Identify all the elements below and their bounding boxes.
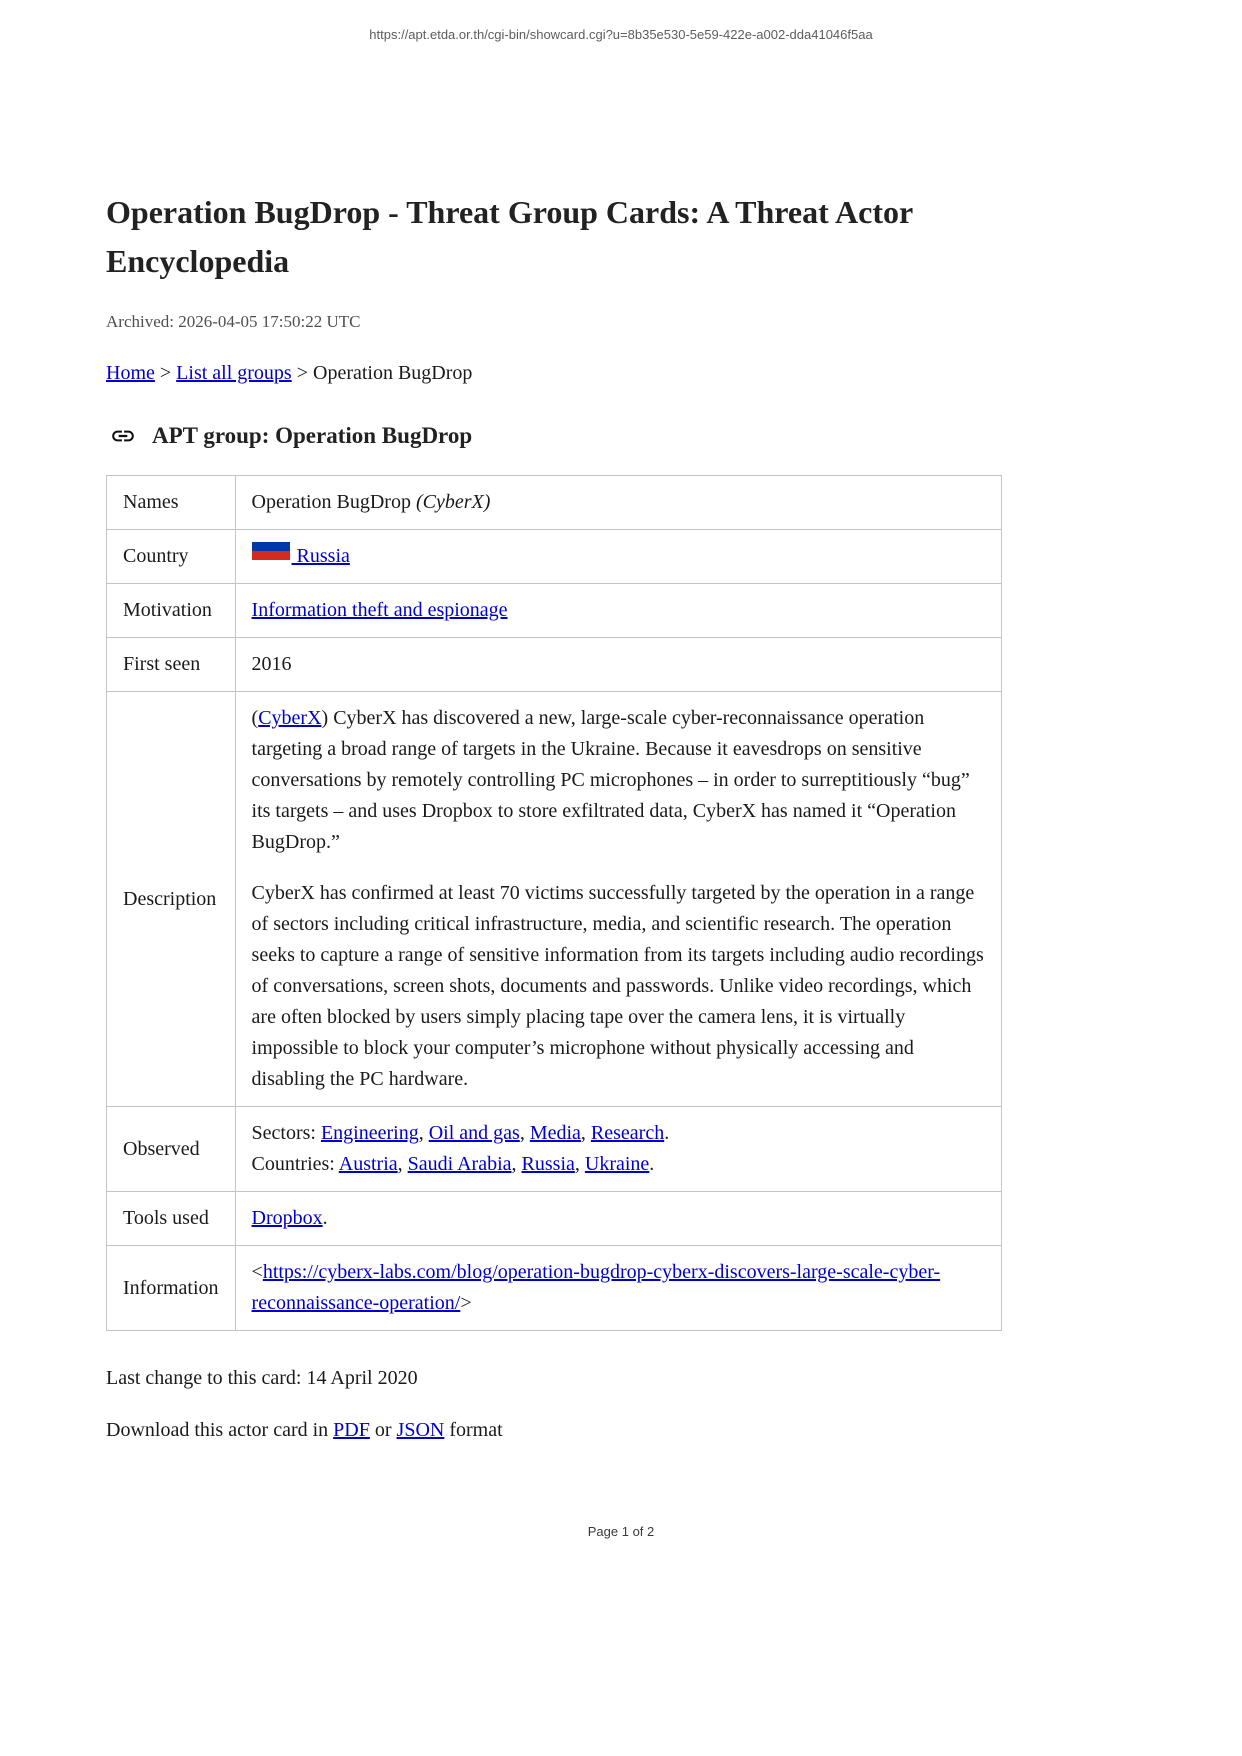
archived-timestamp: Archived: 2026-04-05 17:50:22 UTC [106, 312, 361, 331]
link-chain-icon [106, 423, 140, 449]
description-paren-open: ( [251, 707, 259, 729]
download-pdf-link[interactable]: PDF [333, 1419, 370, 1441]
breadcrumb-separator: > [159, 362, 172, 384]
download-text-mid: or [369, 1419, 397, 1441]
download-text-post: format [444, 1419, 503, 1441]
download-text-pre: Download this actor card in [106, 1419, 334, 1441]
last-change-line: Last change to this card: 14 April 2020 [106, 1367, 418, 1389]
period: . [649, 1153, 655, 1175]
motivation-label: Motivation [107, 584, 236, 638]
description-value [235, 692, 1001, 1107]
description-row [107, 692, 1002, 1107]
angle-bracket-open: < [251, 1261, 263, 1283]
names-value [235, 476, 1001, 530]
observed-sectors-line [252, 1118, 985, 1149]
names-text: Operation BugDrop [251, 491, 416, 513]
description-paragraph-1 [252, 703, 985, 858]
separator: , [511, 1153, 522, 1175]
tools-used-label: Tools used [107, 1192, 236, 1246]
description-label: Description [107, 692, 236, 1107]
observed-value [235, 1107, 1001, 1192]
first-seen-value: 2016 [235, 638, 1001, 692]
download-line [106, 1419, 1002, 1442]
first-seen-row [107, 638, 1002, 692]
page-title: Operation BugDrop - Threat Group Cards: A Threat Actor Encyclopedia [106, 194, 913, 279]
angle-bracket-close: > [460, 1292, 472, 1314]
period: . [664, 1122, 670, 1144]
observed-row [107, 1107, 1002, 1192]
breadcrumb [106, 362, 1002, 385]
separator: , [574, 1153, 585, 1175]
names-alias: (CyberX) [415, 491, 491, 513]
observed-label: Observed [107, 1107, 236, 1192]
sectors-prefix: Sectors: [251, 1122, 321, 1144]
country-link-russia[interactable]: Russia [521, 1153, 575, 1175]
threat-actor-card-table [106, 475, 1002, 1331]
separator: , [580, 1122, 591, 1144]
first-seen-label: First seen [107, 638, 236, 692]
motivation-row [107, 584, 1002, 638]
page-content [106, 0, 1002, 1442]
country-link-ukraine[interactable]: Ukraine [584, 1153, 650, 1175]
apt-group-heading [106, 423, 1002, 449]
apt-group-heading-text: APT group: Operation BugDrop [152, 423, 473, 448]
breadcrumb-current: Operation BugDrop [313, 362, 473, 384]
cyberx-source-link[interactable]: CyberX [258, 707, 322, 729]
information-value [235, 1246, 1001, 1331]
names-label: Names [107, 476, 236, 530]
period: . [322, 1207, 328, 1229]
country-link-austria[interactable]: Austria [338, 1153, 398, 1175]
observed-countries-line [252, 1149, 985, 1180]
information-source-link[interactable]: https://cyberx-labs.com/blog/operation-bugdrop-cyberx-discovers-large-scale-cyber-reconnaissance-operation/ [251, 1261, 941, 1314]
countries-prefix: Countries: [251, 1153, 339, 1175]
description-paragraph-1-text: ) CyberX has discovered a new, large-scale cyber-reconnaissance operation targeting a broad range of targets in the Ukraine. Because it eavesdrops on sensitive conversations by remotely controlling PC microphones – in order to surreptitiously “bug” its targets – and uses Dropbox to store exfiltrated data, CyberX has named it “Operation BugDrop.” [251, 707, 970, 853]
page-number-footer: Page 1 of 2 [587, 1524, 655, 1539]
tools-used-value [235, 1192, 1001, 1246]
country-label: Country [107, 530, 236, 584]
russia-flag-icon [252, 542, 290, 568]
tools-used-row [107, 1192, 1002, 1246]
sector-link-research[interactable]: Research [590, 1122, 665, 1144]
information-label: Information [107, 1246, 236, 1331]
motivation-link[interactable]: Information theft and espionage [251, 599, 508, 621]
country-row [107, 530, 1002, 584]
separator: , [519, 1122, 530, 1144]
description-paragraph-2: CyberX has confirmed at least 70 victims successfully targeted by the operation in a range of sectors including critical infrastructure, media, and scientific research. The operation seeks to capture a range of sensitive information from its targets including audio recordings of conversations, screen shots, documents and passwords. Unlike video recordings, which are often blocked by users simply placing tape over the camera lens, it is virtually impossible to block your computer’s microphone without physically accessing and disabling the PC hardware. [251, 882, 984, 1090]
download-json-link[interactable]: JSON [396, 1419, 445, 1441]
breadcrumb-home-link[interactable]: Home [106, 362, 155, 384]
tool-link-dropbox[interactable]: Dropbox [251, 1207, 323, 1229]
breadcrumb-separator: > [296, 362, 308, 384]
country-value [235, 530, 1001, 584]
names-row [107, 476, 1002, 530]
sector-link-media[interactable]: Media [529, 1122, 581, 1144]
country-russia-link[interactable]: Russia [291, 545, 350, 567]
print-header-url: https://apt.etda.or.th/cgi-bin/showcard.cgi?u=8b35e530-5e59-422e-a002-dda41046f5aa [369, 27, 873, 42]
separator: , [418, 1122, 429, 1144]
separator: , [397, 1153, 408, 1175]
information-row [107, 1246, 1002, 1331]
breadcrumb-list-all-groups-link[interactable]: List all groups [176, 362, 292, 384]
motivation-value [235, 584, 1001, 638]
country-link-saudi-arabia[interactable]: Saudi Arabia [407, 1153, 512, 1175]
sector-link-engineering[interactable]: Engineering [320, 1122, 419, 1144]
sector-link-oil-and-gas[interactable]: Oil and gas [428, 1122, 520, 1144]
